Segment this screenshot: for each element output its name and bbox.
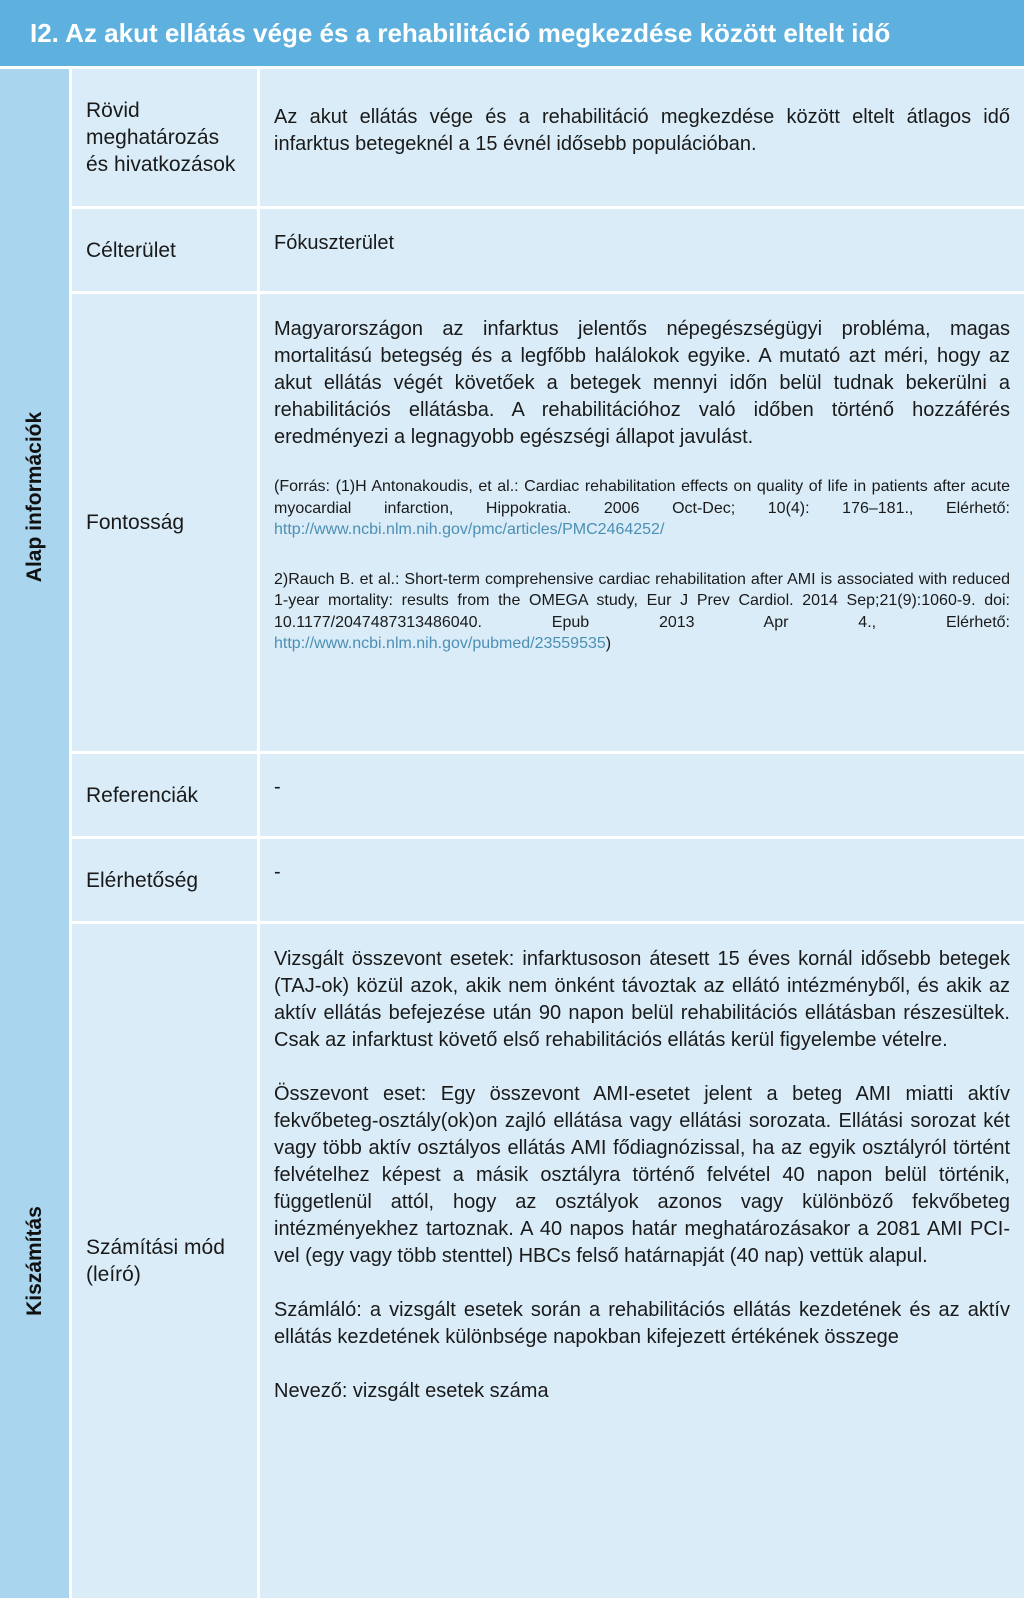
calc-paragraph-1: Vizsgált összevont esetek: infarktusoson átesett 15 éves kornál idősebb betegek (TAJ-ok) közül azok, akik nem önként távoztak az ellátó intézményből, és akik az aktív ellátás befejezése után 90 napon belül rehabilitációs ellátásban részesültek. Csak az infarktust követő első rehabilitációs ellátás kerül figyelembe vételre. bbox=[274, 948, 1010, 1051]
value-text: Az akut ellátás vége és a rehabilitáció megkezdése között eltelt átlagos idő infarktus betegeknél a 15 évnél idősebb populációban. bbox=[274, 106, 1010, 155]
label-text: Számítási mód (leíró) bbox=[86, 1236, 225, 1286]
row-value bbox=[260, 209, 1024, 291]
label-text: Célterület bbox=[86, 238, 176, 262]
value-text: Fókuszterület bbox=[274, 232, 395, 254]
row-value bbox=[260, 294, 1024, 751]
row-value bbox=[260, 839, 1024, 921]
section-kiszamitas bbox=[0, 924, 72, 1598]
row-label bbox=[72, 839, 260, 921]
value-text: - bbox=[274, 776, 281, 798]
label-text: Referenciák bbox=[86, 783, 199, 807]
section-alap-informaciok bbox=[0, 69, 72, 924]
row-value bbox=[260, 754, 1024, 836]
row-fontossag bbox=[72, 294, 1024, 754]
section-label: Alap információk bbox=[22, 411, 46, 582]
row-celterulet bbox=[72, 209, 1024, 294]
reference-2-text: 2)Rauch B. et al.: Short-term comprehensive cardiac rehabilitation after AMI is associated with reduced 1-year mortality: results from the OMEGA study, Eur J Prev Cardiol. 2014 Sep;21(9):1060-9. doi: 10.1177/2047487313486040. Epub 2013 Apr 4., Elérhető: bbox=[274, 570, 1010, 631]
row-rovid-meghatarozas bbox=[72, 69, 1024, 209]
row-label bbox=[72, 754, 260, 836]
reference-1 bbox=[274, 476, 1010, 541]
row-referenciak bbox=[72, 754, 1024, 839]
label-text: Fontosság bbox=[86, 511, 185, 534]
row-szamitasi-mod bbox=[72, 924, 1024, 1598]
calc-paragraph-3: Számláló: a vizsgált esetek során a rehabilitációs ellátás kezdetének és az aktív ellátás kezdetének különbsége napokban kifejezett értékének összege bbox=[274, 1299, 1010, 1348]
row-value bbox=[260, 69, 1024, 206]
section-label: Kiszámítás bbox=[22, 1206, 46, 1316]
reference-1-link[interactable]: http://www.ncbi.nlm.nih.gov/pmc/articles/PMC2464252/ bbox=[274, 521, 665, 538]
reference-2-tail: ) bbox=[605, 635, 612, 652]
reference-2-link[interactable]: http://www.ncbi.nlm.nih.gov/pubmed/23559535 bbox=[274, 635, 606, 652]
page-title: I2. Az akut ellátás vége és a rehabilitáció megkezdése között eltelt idő bbox=[0, 0, 1024, 69]
row-elerhetoseg bbox=[72, 839, 1024, 924]
row-label bbox=[72, 69, 260, 206]
value-text: - bbox=[274, 861, 281, 883]
importance-text: Magyarországon az infarktus jelentős népegészségügyi probléma, magas mortalitású betegség és a legfőbb halálokok egyike. A mutató azt méri, hogy az akut ellátás végét követőek a betegek mennyi időn belül tudnak bekerülni a rehabilitációs ellátásba. A rehabilitációhoz való időben történő hozzáférés eredményezi a legnagyobb egészségi állapot javulást. bbox=[274, 318, 1010, 448]
row-value bbox=[260, 924, 1024, 1598]
reference-2 bbox=[274, 569, 1010, 655]
reference-1-text: (Forrás: (1)H Antonakoudis, et al.: Cardiac rehabilitation effects on quality of life in patients after acute myocardial infarction, Hippokratia. 2006 Oct-Dec; 10(4): 176–181., Elérhető: bbox=[274, 478, 1010, 517]
label-text: Rövid meghatározás és hivatkozások bbox=[86, 99, 236, 176]
calc-paragraph-4: Nevező: vizsgált esetek száma bbox=[274, 1380, 549, 1402]
label-text: Elérhetőség bbox=[86, 868, 199, 892]
row-label bbox=[72, 294, 260, 751]
row-label bbox=[72, 924, 260, 1598]
row-label bbox=[72, 209, 260, 291]
calc-paragraph-2: Összevont eset: Egy összevont AMI-esetet jelent a beteg AMI miatti aktív fekvőbeteg-osztály(ok)on zajló ellátása vagy ellátási sorozata. Ellátási sorozat két vagy több aktív osztályos ellátás AMI fődiagnózissal, ha az egyik osztályról történt felvételhez képest a másik osztályra történő felvétel 40 napon belül történik, függetlenül attól, hogy az osztályok azonos vagy különböző fekvőbeteg intézményekhez tartoznak. A 40 napos határ meghatározásakor a 2081 AMI PCI-vel (egy vagy több stenttel) HBCs felső határnapját (40 nap) vettük alapul. bbox=[274, 1083, 1010, 1267]
